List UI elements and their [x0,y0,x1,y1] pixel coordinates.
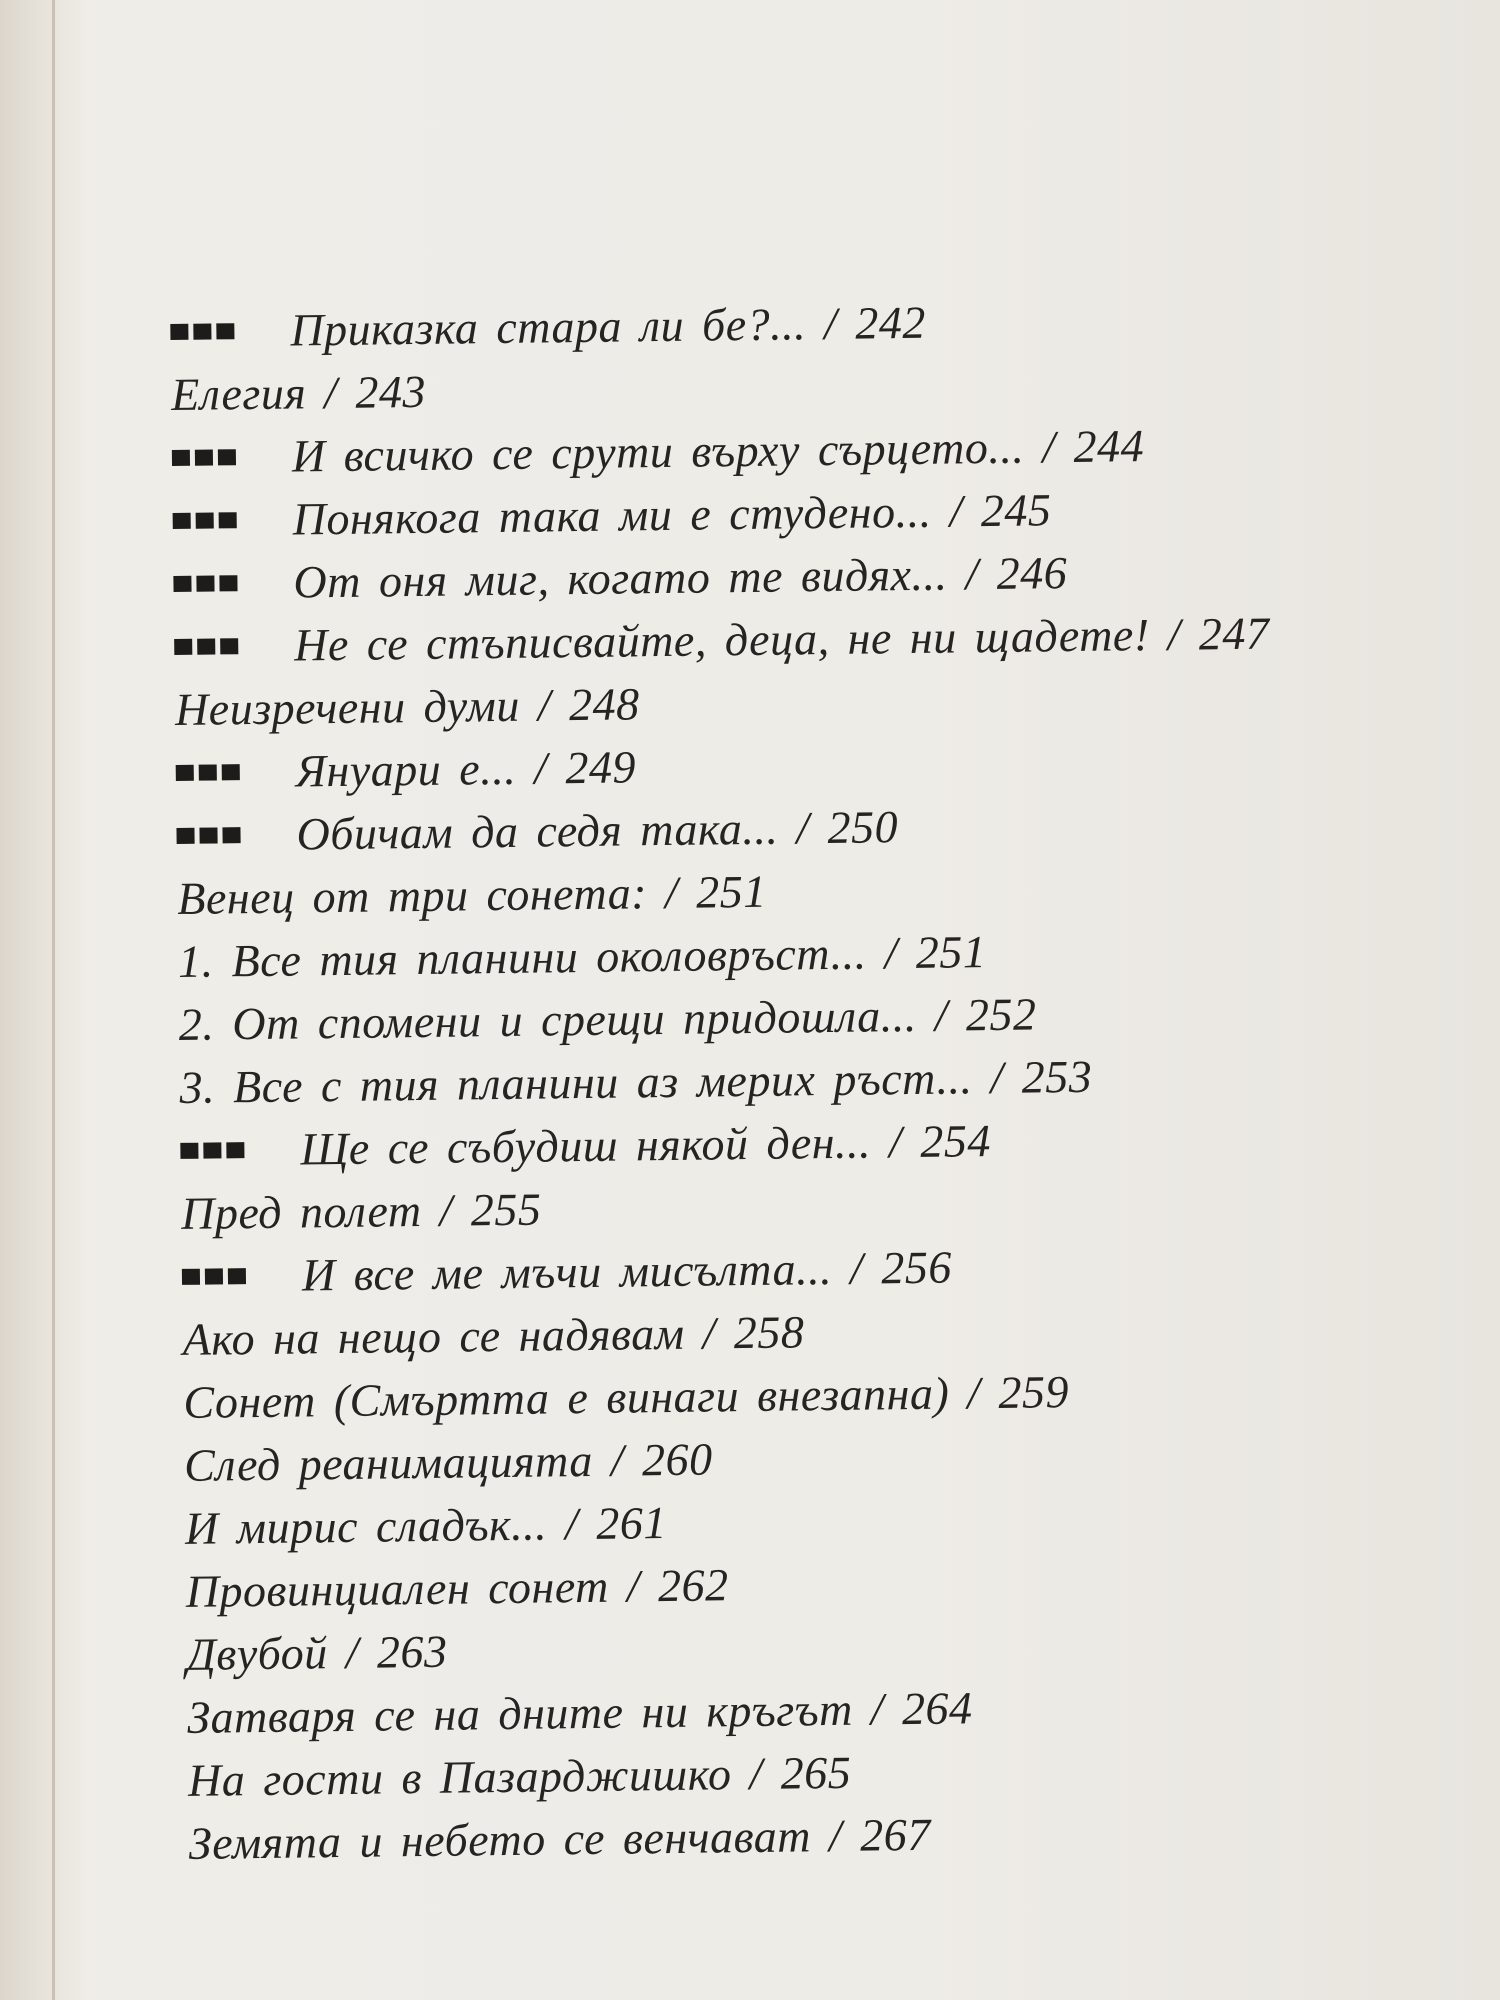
toc-entry-text: Сонет (Смъртта е винаги внезапна) / 259 [183,1366,1070,1428]
toc-entry-text: След реанимацията / 260 [183,1433,713,1491]
section-marker-icon [172,448,292,465]
toc-entry-text: Двубой / 263 [186,1625,448,1680]
section-marker-icon [176,826,296,843]
toc-entry-text: Ако на нещо се надявам / 258 [182,1306,805,1365]
toc-entry-text: Не се стъписвайте, деца, не ни щадете! / 247 [293,607,1270,671]
section-marker-icon [170,322,290,339]
section-marker-icon [180,1141,300,1158]
toc-entry-text: Понякога така ми е студено... / 245 [292,484,1052,545]
toc-entry-text: Пред полет / 255 [180,1183,542,1239]
section-marker-icon [173,511,293,528]
toc-entry-text: Елегия / 243 [170,365,427,420]
toc-entry-text: Обичам да седя така... / 250 [296,801,899,860]
toc-entry-text: От оня миг, когато те видях... / 246 [293,547,1068,608]
toc-entry-text: 2. От спомени и срещи придошла... / 252 [178,988,1037,1050]
toc-entry-text: Затваря се на дните ни кръгът / 264 [187,1682,973,1743]
section-marker-icon [182,1267,302,1284]
toc-entry-text: Неизречени думи / 248 [174,678,640,735]
toc-entry-text: Земята и небето се венчават / 267 [188,1808,932,1869]
toc-entry-text: 1. Все тия планини околовръст... / 251 [177,926,987,987]
toc-entry-text: Венец от три сонета: / 251 [177,865,768,924]
section-marker-icon [176,763,296,780]
section-marker-icon [173,574,293,591]
toc-entry-text: Провинциален сонет / 262 [185,1559,729,1617]
page-gutter [52,0,55,2000]
toc-entry-text: 3. Все с тия планини аз мерих ръст... / 253 [179,1050,1093,1113]
toc-entry-text: Януари е... / 249 [295,741,637,797]
toc-entry-text: И все ме мъчи мисълта... / 256 [301,1241,953,1301]
toc-entry-text: Приказка стара ли бе?... / 242 [290,296,927,356]
toc-entry-text: И всичко се срути върху сърцето... / 244 [291,420,1145,482]
toc-entry-text: На гости в Пазарджишко / 265 [187,1746,852,1806]
section-marker-icon [174,637,294,654]
toc-entry-text: Ще се събудиш някой ден... / 254 [300,1115,992,1175]
toc-entry-text: И мирис сладък... / 261 [184,1497,668,1554]
table-of-contents [170,284,1500,1875]
